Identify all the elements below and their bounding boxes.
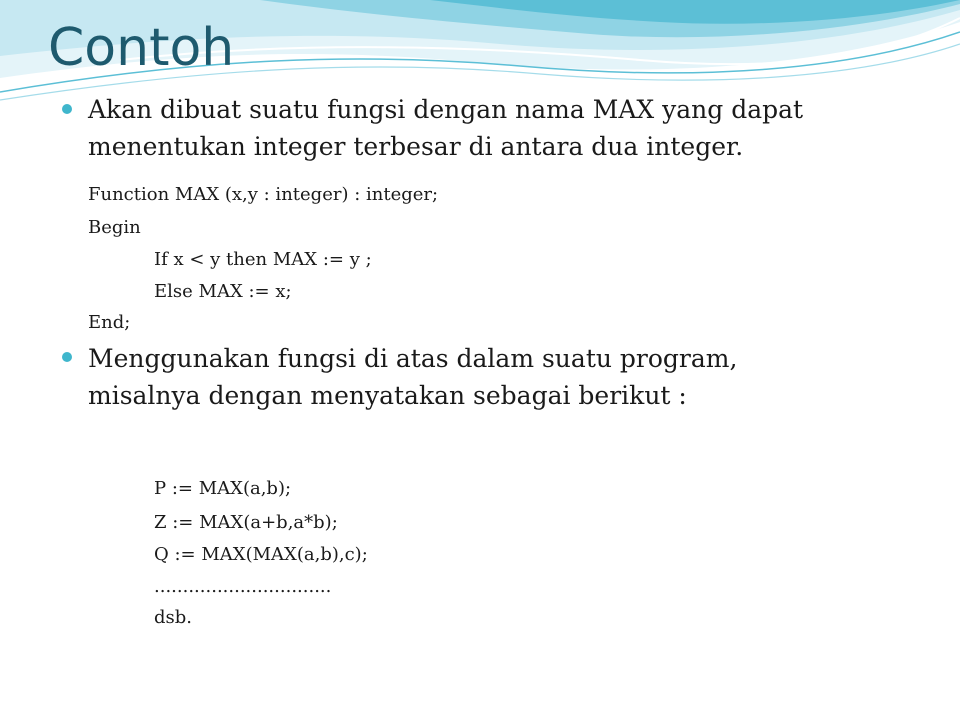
bullet-2-line-1: Menggunakan fungsi di atas dalam suatu program, <box>88 344 738 373</box>
bullet-marker-2 <box>62 352 72 362</box>
bullet-2-line-2: misalnya dengan menyatakan sebagai berikut : <box>88 381 687 410</box>
bullet-1-line-2: menentukan integer terbesar di antara dua integer. <box>88 132 744 161</box>
function-if-line: If x < y then MAX := y ; <box>154 249 372 270</box>
usage-code-line-1: P := MAX(a,b); <box>154 478 292 499</box>
usage-code-line-3: Q := MAX(MAX(a,b),c); <box>154 544 368 565</box>
usage-code-ellipsis: ............................... <box>154 576 332 597</box>
bullet-1-line-1: Akan dibuat suatu fungsi dengan nama MAX yang dapat <box>88 95 804 124</box>
function-end-line: End; <box>88 312 131 333</box>
function-else-line: Else MAX := x; <box>154 281 292 302</box>
usage-code-line-2: Z := MAX(a+b,a*b); <box>154 512 338 533</box>
function-header-line: Function MAX (x,y : integer) : integer; <box>88 184 439 205</box>
function-begin-line: Begin <box>88 217 141 238</box>
usage-code-dsb: dsb. <box>154 607 193 628</box>
slide-title: Contoh <box>48 18 235 78</box>
bullet-marker-1 <box>62 104 72 114</box>
